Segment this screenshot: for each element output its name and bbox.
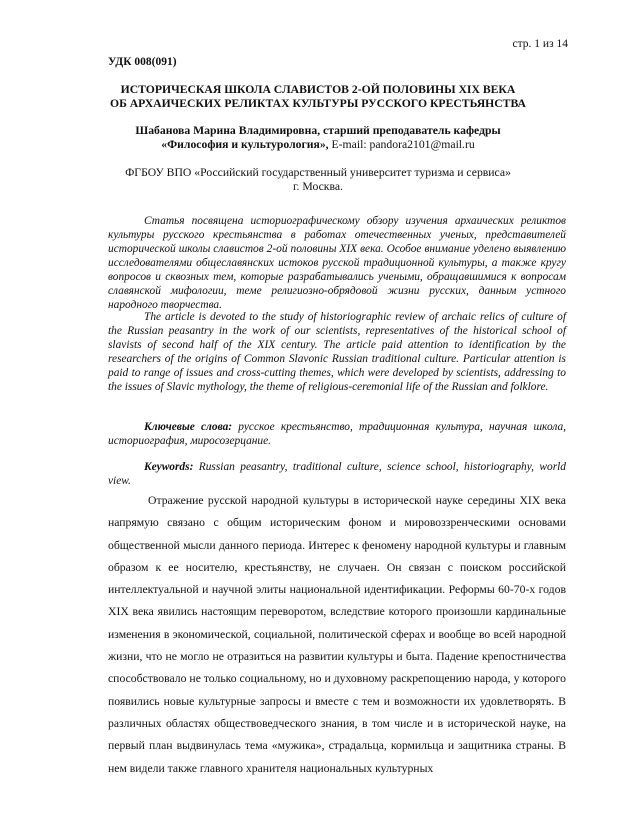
title-line-1: ИСТОРИЧЕСКАЯ ШКОЛА СЛАВИСТОВ 2-ОЙ ПОЛОВИНЫ XIX ВЕКА <box>120 83 516 96</box>
keywords-russian-label: Ключевые слова: <box>144 421 233 433</box>
author-name: Шабанова Марина Владимировна <box>135 124 318 137</box>
keywords-english-text: Russian peasantry, traditional culture, science school, historiography, world view. <box>108 461 566 487</box>
author-position: , старший преподаватель кафедры <box>317 124 501 137</box>
article-title <box>90 83 546 111</box>
author-line-1 <box>90 124 546 138</box>
author-department: «Философия и культурология», <box>161 138 329 151</box>
keywords-english <box>108 460 566 488</box>
page-number: стр. 1 из 14 <box>512 38 568 50</box>
author-email: E-mail: pandora2101@mail.ru <box>328 138 475 151</box>
author-line-2 <box>90 138 546 152</box>
organization-line-1: ФГБОУ ВПО «Российский государственный университет туризма и сервиса» <box>125 166 511 179</box>
keywords-english-label: Keywords: <box>144 461 194 473</box>
abstract-russian: Статья посвящена историографическому обзору изучения архаических реликтов культуры русского крестьянства в работах отечественных ученых, представителей исторической школы славистов 2-ой половины XIX века. Особое внимание уделено выявлению исследователями общеславянских истоков русской традиционной культуры, а также кругу вопросов и сквозных тем, которые разрабатывались учеными, обращавшимися к вопросам славянской мифологии, теме религиозно-обрядовой жизни русских, данным устного народного творчества. <box>108 215 566 311</box>
author-block <box>90 124 546 152</box>
abstract-english: The article is devoted to the study of historiographic review of archaic relics of culture of the Russian peasantry in the work of our scientists, representatives of the historical school of slavists of second half of the XIX century. The article paid attention to identification by the researchers of the origins of Common Slavonic Russian traditional culture. Particular attention is paid to range of issues and cross-cutting themes, which were developed by scientists, addressing to the issues of Slavic mythology, the theme of religious-ceremonial life of the Russian and folklore. <box>108 311 566 393</box>
organization-line-2: г. Москва. <box>293 180 343 193</box>
organization-block <box>90 166 546 194</box>
body-paragraph: Отражение русской народной культуры в исторической науке середины XIX века напрямую связано с общим историческим фоном и мировоззренческими основами общественной мысли данного периода. Интерес к феномену народной культуры и главным образом к ее носителю, крестьянству, не случаен. Он связан с поиском российской интеллектуальной и научной элиты национальной идентификации. Реформы 60-70-х годов XIX века явились настоящим переворотом, вследствие которого произошли кардинальные изменения в экономической, социальной, политической сферах и вообще во всей народной жизни, что не могло не отразиться на развитии культуры и быта. Падение крепостничества способствовало не только социальному, но и духовному раскрепощению народа, у которого появились новые культурные запросы и вместе с тем и возможности их удовлетворять. В различных областях обществоведческого знания, в том числе и в исторической науке, на первый план выдвинулась тема «мужика», страдальца, кормильца и защитника страны. В нем видели также главного хранителя национальных культурных <box>108 494 566 775</box>
keywords-russian <box>108 420 566 448</box>
keywords-russian-text: русское крестьянство, традиционная культура, научная школа, историография, миросозерцание. <box>108 421 567 447</box>
title-line-2: ОБ АРХАИЧЕСКИХ РЕЛИКТАХ КУЛЬТУРЫ РУССКОГО КРЕСТЬЯНСТВА <box>110 97 526 110</box>
udk-code: УДК 008(091) <box>108 56 177 68</box>
